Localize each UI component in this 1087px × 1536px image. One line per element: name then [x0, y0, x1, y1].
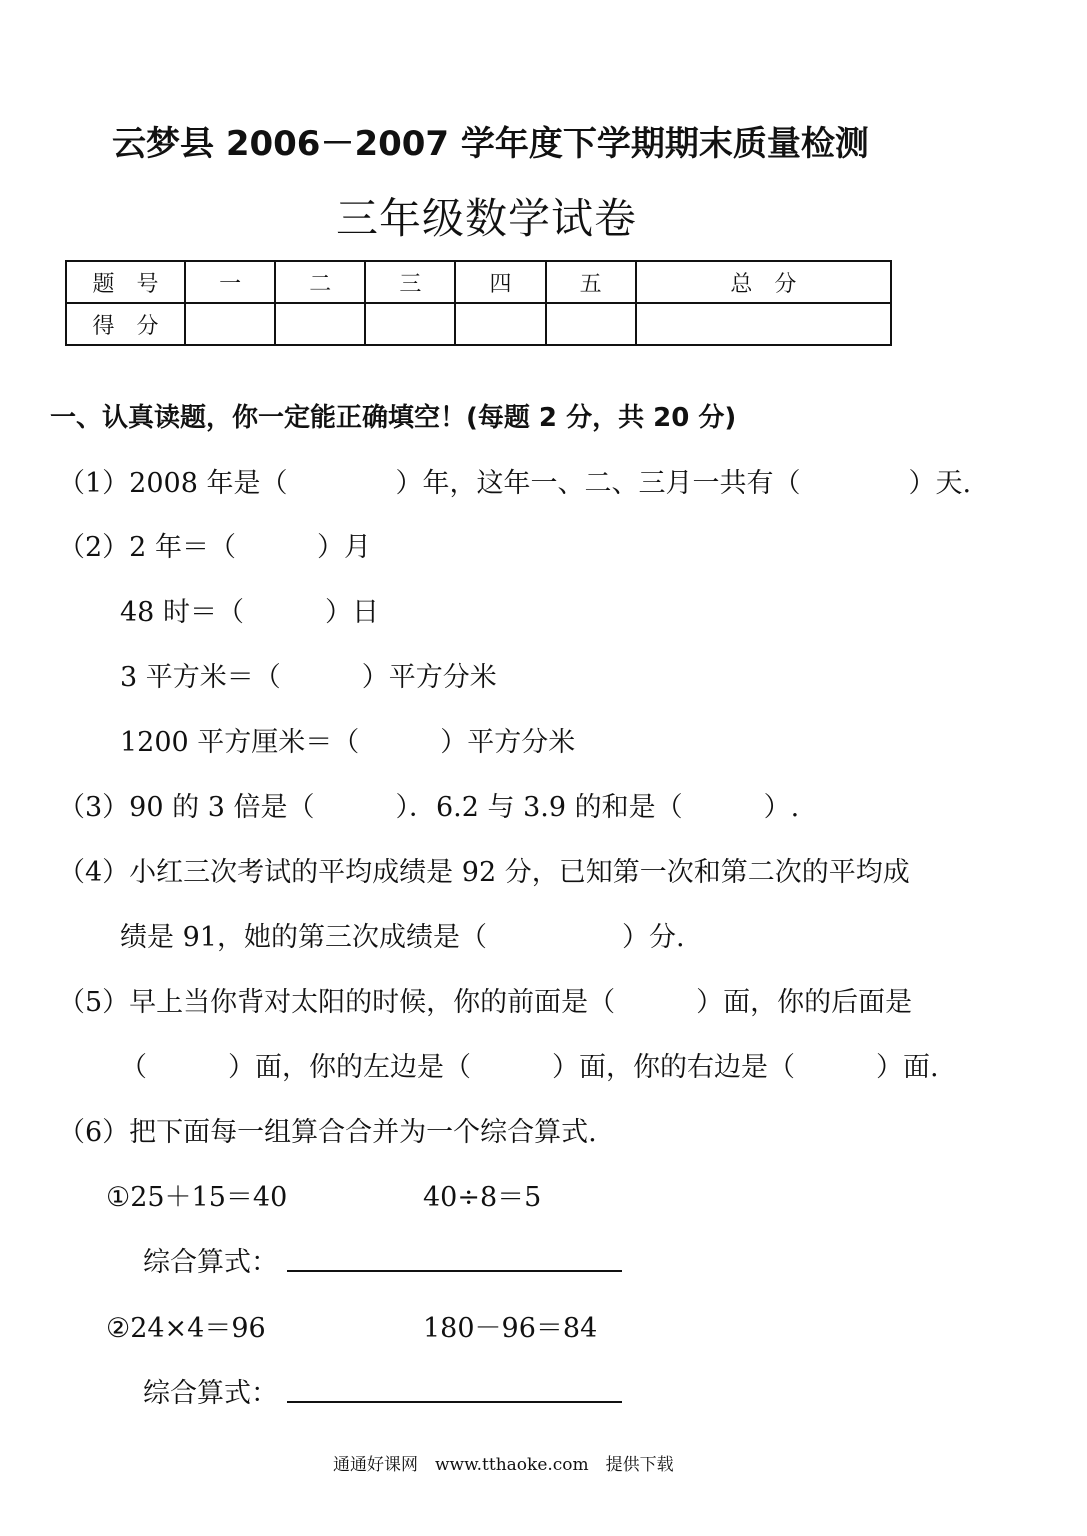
question-4a: （4）小红三次考试的平均成绩是 92 分，已知第一次和第二次的平均成 [58, 857, 910, 888]
question-2a: （2）2 年＝（ ）月 [58, 532, 371, 563]
score-cell: 五 [546, 261, 636, 303]
score-cell: 一 [185, 261, 275, 303]
question-6-1-left: ①25＋15＝40 [106, 1182, 288, 1213]
score-cell: 题 号 [66, 261, 185, 303]
score-cell: 二 [275, 261, 365, 303]
score-table [65, 260, 892, 346]
question-2b: 48 时＝（ ）日 [120, 597, 379, 628]
answer-line-2[interactable] [287, 1401, 622, 1403]
score-cell: 四 [455, 261, 545, 303]
score-cell: 得 分 [66, 303, 185, 345]
score-input-cell[interactable] [455, 303, 545, 345]
score-table-header-row [66, 261, 891, 303]
question-2c: 3 平方米＝（ ）平方分米 [120, 662, 497, 693]
score-input-cell[interactable] [636, 303, 891, 345]
footer-credit: 通通好课网 www.tthaoke.com 提供下载 [333, 1455, 674, 1475]
score-input-cell[interactable] [275, 303, 365, 345]
question-6: （6）把下面每一组算合合并为一个综合算式. [58, 1117, 597, 1148]
score-input-cell[interactable] [546, 303, 636, 345]
answer-line-1[interactable] [287, 1270, 622, 1272]
score-cell: 总 分 [636, 261, 891, 303]
question-1: （1）2008 年是（ ）年，这年一、二、三月一共有（ ）天. [58, 468, 972, 499]
combined-formula-label-1: 综合算式： [143, 1247, 278, 1278]
score-table-score-row [66, 303, 891, 345]
question-2d: 1200 平方厘米＝（ ）平方分米 [120, 727, 576, 758]
question-6-1-right: 40÷8＝5 [423, 1182, 542, 1213]
score-input-cell[interactable] [365, 303, 455, 345]
question-5b: （ ）面，你的左边是（ ）面，你的右边是（ ）面. [120, 1052, 939, 1083]
score-input-cell[interactable] [185, 303, 275, 345]
combined-formula-label-2: 综合算式： [143, 1378, 278, 1409]
question-6-2-left: ②24×4＝96 [106, 1313, 266, 1344]
question-4b: 绩是 91，她的第三次成绩是（ ）分. [120, 922, 685, 953]
question-3: （3）90 的 3 倍是（ ）．6.2 与 3.9 的和是（ ）. [58, 792, 800, 823]
exam-subtitle: 三年级数学试卷 [336, 194, 638, 243]
question-5a: （5）早上当你背对太阳的时候，你的前面是（ ）面，你的后面是 [58, 987, 913, 1018]
exam-title: 云梦县 2006－2007 学年度下学期期末质量检测 [112, 124, 869, 164]
question-6-2-right: 180－96＝84 [423, 1313, 598, 1344]
section-heading: 一、认真读题，你一定能正确填空！(每题 2 分，共 20 分) [50, 403, 737, 433]
score-cell: 三 [365, 261, 455, 303]
